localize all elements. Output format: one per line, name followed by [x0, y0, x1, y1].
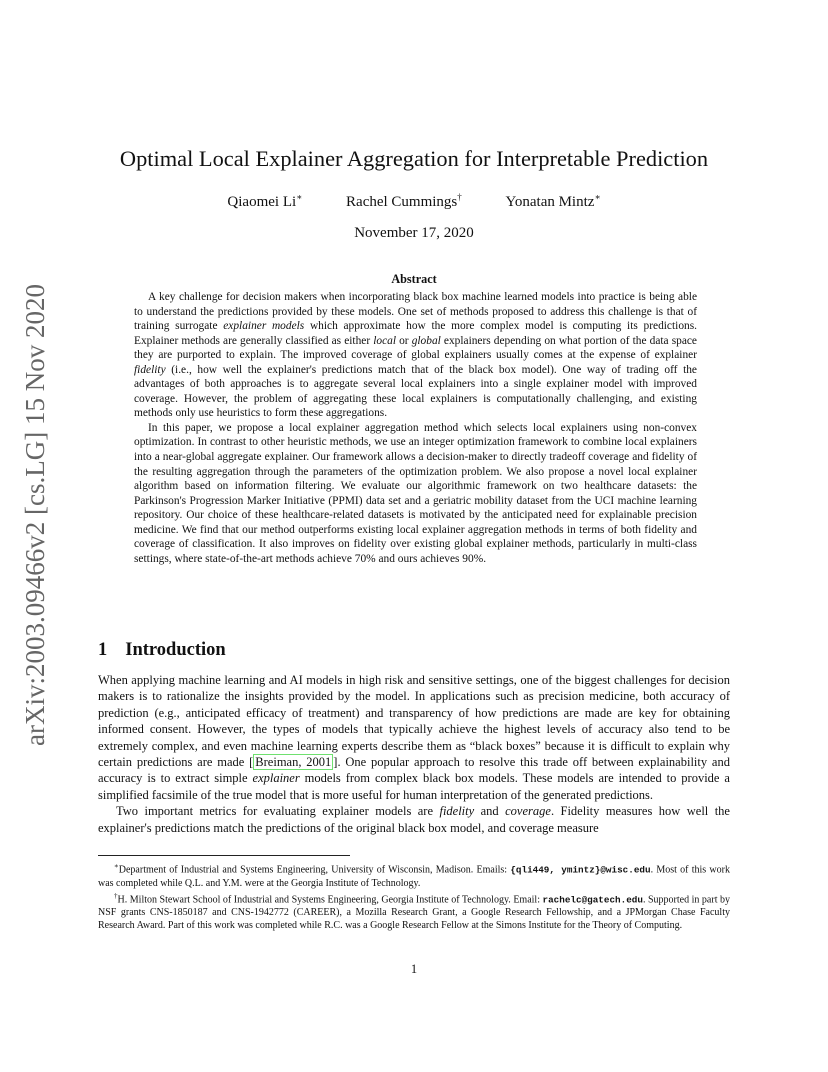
abstract-paragraph-1: A key challenge for decision makers when incorporating black box machine learned models into practice is being able to understand the predictions provided by these models. One set of methods proposed to address this challenge is that of training surrogate explainer models which approximate how the more complex model is computing its predictions. Explainer methods are generally classified as either local or global explainers depending on what portion of the data space they are purported to explain. The improved coverage of global explainers usually comes at the expense of explainer fidelity (i.e., how well the explainer's predictions match that of the black box model). One way of trading off the advantages of both approaches is to aggregate several local explainers into a single explainer model with improved coverage. However, the problem of aggregating these local explainers is computationally challenging, and existing methods only use heuristics to form these aggregations.	[134, 291, 697, 420]
abstract-heading: Abstract	[391, 272, 437, 286]
author-2: Rachel Cummings†	[346, 192, 462, 210]
paper-date: November 17, 2020	[354, 225, 474, 241]
introduction-text	[98, 672, 730, 836]
footnotes	[98, 860, 730, 933]
page-number: 1	[410, 962, 418, 976]
author-3: Yonatan Mintz∗	[505, 192, 601, 210]
arxiv-sidebar-stamp: arXiv:2003.09466v2 [cs.LG] 15 Nov 2020	[20, 284, 50, 746]
footnote-2: †H. Milton Stewart School of Industrial and Systems Engineering, Georgia Institute of Technology. Email: rachelc@gatech.edu. Supported in part by NSF grants CNS-1850187 and CNS-1942772 (CAREER), a Mozilla Research Grant, a Google Research Fellowship, and a JPMorgan Chase Faculty Research Award. Part of this work was completed while R.C. was a Google Research Fellow at the Simons Institute for the Theory of Computing.	[98, 891, 730, 932]
abstract-text	[134, 290, 697, 566]
author-1: Qiaomei Li∗	[227, 192, 303, 210]
abstract-paragraph-2: In this paper, we propose a local explainer aggregation method which selects local explainers using non-convex optimization. In contrast to other heuristic methods, we use an integer optimization framework to combine local explainers into a near-global aggregate explainer. Our framework allows a decision-maker to directly tradeoff coverage and fidelity of the resulting aggregation through the parameters of the optimization problem. We also propose a novel local explainer algorithm based on information filtering. We evaluate our algorithmic framework on two healthcare datasets: the Parkinson's Progression Marker Initiative (PPMI) data set and a geriatric mobility dataset from the UCI machine learning repository. Our choice of these healthcare-related datasets is motivated by the anticipated need for explainable precision medicine. We find that our method outperforms existing local explainer aggregation methods in terms of both fidelity and coverage of classification. It also improves on fidelity over existing global explainer methods, particularly in multi-class settings, where state-of-the-art methods achieve 70% and ours achieves 90%.	[134, 421, 697, 565]
author-list	[98, 192, 730, 211]
footnote-1-email: {qli449, ymintz}@wisc.edu	[510, 864, 651, 876]
footnote-rule	[98, 855, 350, 856]
intro-paragraph-1: When applying machine learning and AI models in high risk and sensitive settings, one of the biggest challenges for decision makers is to rationalize the insights provided by the model. In applications such as precision medicine, both accuracy of prediction (e.g., anticipated efficacy of treatment) and transparency of how predictions are made are key for obtaining informed consent. However, the types of models that typically achieve the highest levels of accuracy also tend to be extremely complex, and even machine learning experts describe them as “black boxes” because it is difficult to explain why certain predictions are made [ Breiman, 2001 ]. One popular approach to resolve this trade off between explainability and accuracy is to extract simple explainer models from complex black box models. These models are intended to provide a simplified facsimile of the true model that is more useful for human interpretation of the generated predictions.	[98, 673, 730, 802]
section-heading-introduction: 1 Introduction	[98, 640, 226, 660]
footnote-1: ∗Department of Industrial and Systems Engineering, University of Wisconsin, Madison. Emails: {qli449, ymintz}@wisc.edu. Most of this work was completed while Q.L. and Y.M. were at the Georgia Institute of Technology.	[98, 862, 730, 889]
intro-paragraph-2: Two important metrics for evaluating explainer models are fidelity and coverage. Fidelity measures how well the explainer's predictions match the predictions of the original black box model, and coverage measure	[98, 804, 730, 835]
paper-title: Optimal Local Explainer Aggregation for Interpretable Prediction	[119, 146, 709, 171]
footnote-2-email: rachelc@gatech.edu	[542, 894, 643, 906]
citation-link-breiman[interactable]: Breiman, 2001	[255, 755, 332, 770]
